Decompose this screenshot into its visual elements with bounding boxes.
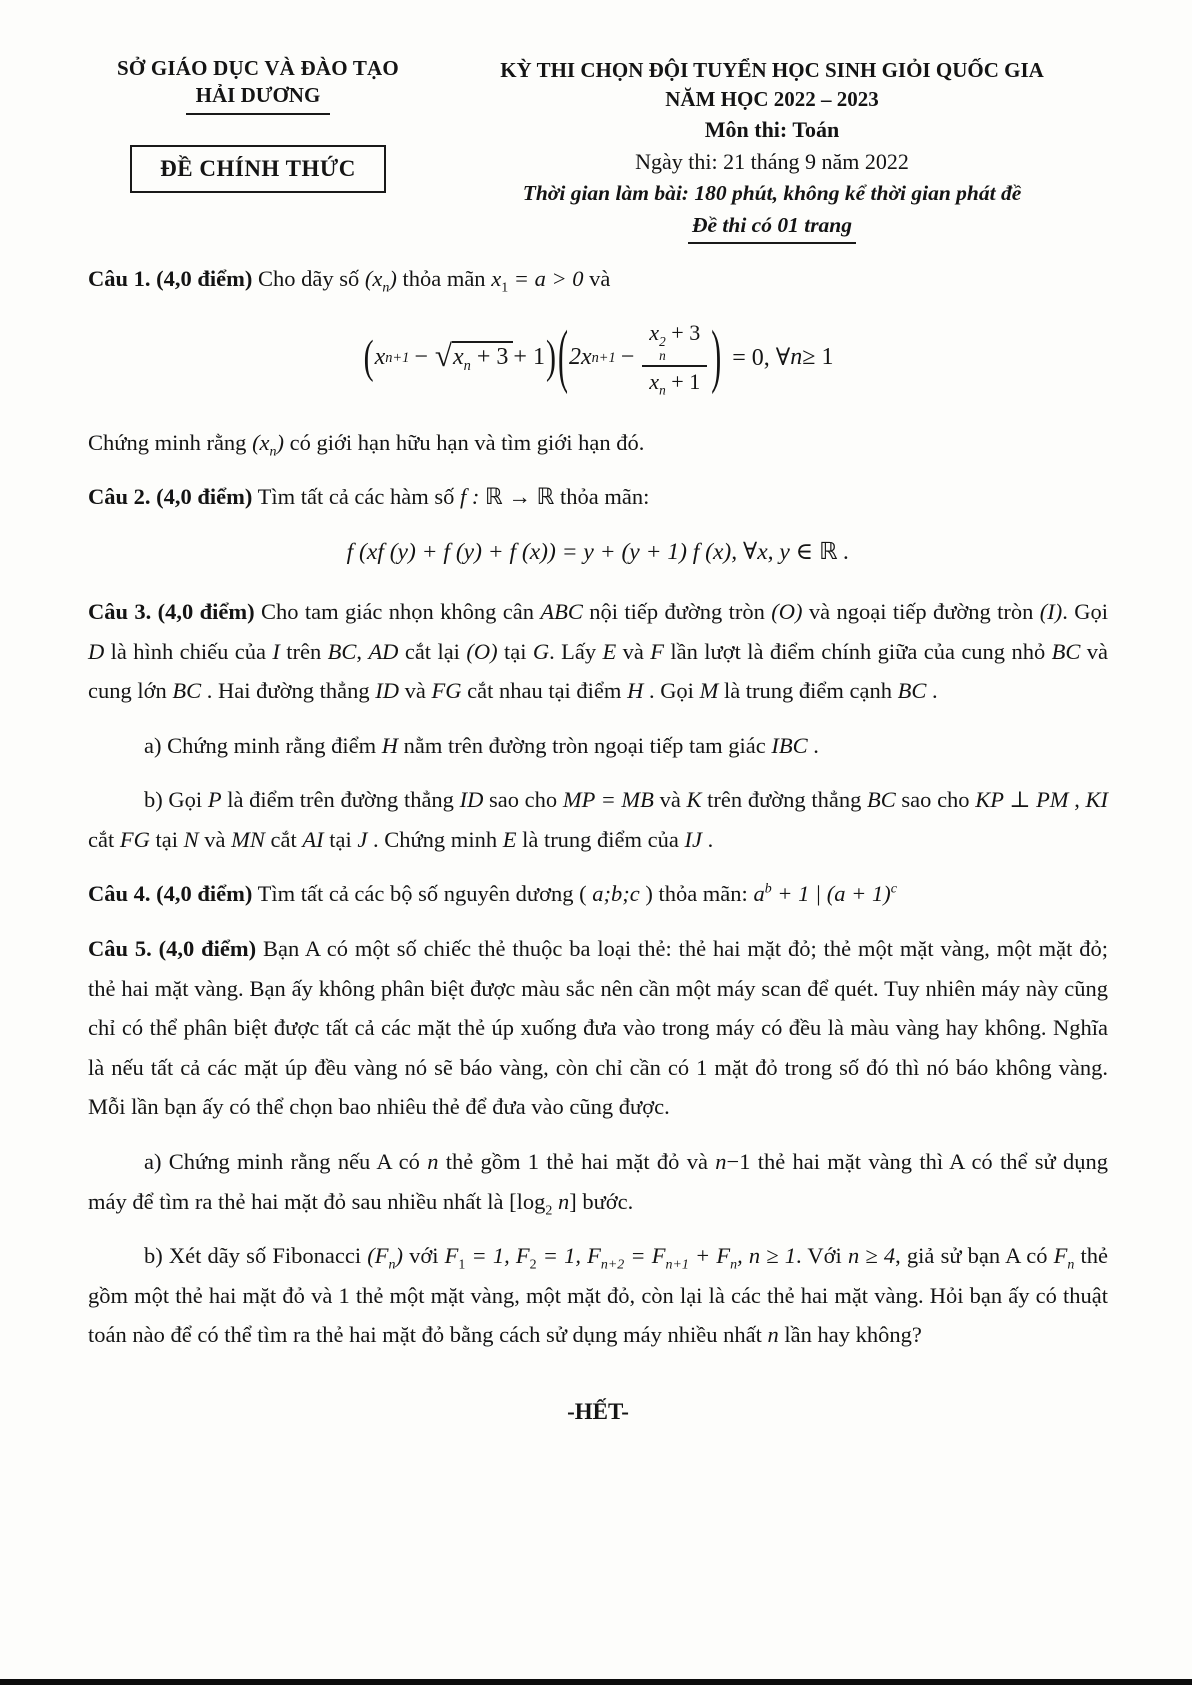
- text-run: b: [764, 881, 772, 897]
- text-run: và: [653, 787, 687, 813]
- issuer-province-wrap: [88, 83, 428, 115]
- text-run: Chứng minh rằng: [88, 429, 253, 455]
- text-run: n: [715, 1149, 727, 1175]
- math-token: + 1: [513, 344, 545, 371]
- question-2-formula: [88, 537, 1108, 566]
- text-run: là điểm trên đường thẳng: [221, 787, 460, 813]
- text-run: FG: [119, 826, 150, 852]
- text-run: c: [890, 881, 897, 897]
- question-5: [88, 929, 1108, 1127]
- text-run: n+1: [665, 1257, 689, 1273]
- text-run: P: [207, 787, 222, 813]
- text-run: Tìm tất cả các bộ số nguyên dương (: [252, 881, 593, 907]
- text-run: có giới hạn hữu hạn và tìm giới hạn đó.: [284, 429, 645, 455]
- math-subscript: n: [659, 382, 666, 398]
- exam-subject: Môn thi: Toán: [704, 117, 840, 143]
- text-run: . Với: [796, 1243, 848, 1269]
- text-run: n: [1067, 1257, 1075, 1273]
- text-run: thỏa mãn:: [554, 484, 650, 510]
- text-run: n: [730, 1257, 738, 1273]
- text-run: .: [702, 826, 714, 852]
- question-1-conclusion: [88, 423, 1108, 463]
- text-run: = F: [624, 1243, 666, 1269]
- text-run: a: [753, 881, 765, 907]
- text-run: BC: [172, 678, 202, 704]
- text-run: Tìm tất cả các hàm số: [252, 484, 461, 510]
- question-4: [88, 874, 1108, 914]
- text-run: thẻ gồm một thẻ hai mặt đỏ và 1 thẻ một mặt vàng, một mặt đỏ, còn lại là các thẻ hai mặt vàng. Hỏi bạn ấy có thuật toán nào để có thể tìm ra thẻ hai mặt đỏ bằng cách sử dụng máy nhiều nhất: [88, 1243, 1109, 1348]
- text-run: , giả sử bạn A có: [895, 1243, 1054, 1269]
- text-run: và: [616, 638, 651, 664]
- text-run: 1: [501, 280, 509, 296]
- math-token: = 0, ∀: [732, 345, 791, 372]
- text-run: Câu 1. (4,0 điểm): [88, 266, 253, 292]
- text-run: .: [807, 732, 819, 758]
- math-token: n: [790, 344, 803, 371]
- text-run: MP = MB: [562, 787, 654, 813]
- text-run: n: [552, 1188, 570, 1214]
- text-run: K: [686, 787, 702, 813]
- question-3-part-b: [88, 780, 1108, 859]
- text-run: −1 thẻ hai mặt vàng thì A có thể sử dụng máy để tìm ra thẻ hai mặt đỏ sau nhiều nhất là [log: [88, 1149, 1108, 1214]
- text-run: trên đường thẳng: [701, 787, 867, 813]
- text-run: KI: [1085, 787, 1109, 813]
- text-run: là hình chiếu của: [104, 638, 273, 664]
- text-run: D: [88, 638, 105, 664]
- text-run: ] bước.: [569, 1188, 634, 1214]
- text-run: 2: [529, 1257, 537, 1273]
- text-run: (x: [364, 266, 383, 292]
- text-run: F: [1053, 1243, 1068, 1269]
- fraction-numerator: [642, 319, 707, 367]
- text-run: (I): [1039, 598, 1063, 624]
- math-subscript: n: [463, 358, 471, 375]
- text-run: Câu 5. (4,0 điểm): [88, 936, 257, 962]
- text-run: Câu 4. (4,0 điểm): [88, 881, 253, 907]
- exam-info-block: [428, 56, 1108, 244]
- text-run: 1: [458, 1257, 466, 1273]
- text-run: ABC: [540, 598, 583, 624]
- math-token: + 3: [665, 319, 701, 345]
- text-run: + 1 | (a + 1): [771, 881, 891, 907]
- text-run: 2: [545, 1203, 553, 1219]
- text-run: ): [389, 266, 397, 292]
- text-run: AD: [368, 638, 399, 664]
- text-run: cắt: [88, 826, 120, 852]
- text-run: và: [583, 266, 611, 292]
- text-run: lần lượt là điểm chính giữa của cung nhỏ: [664, 638, 1052, 664]
- text-run: = 1, F: [536, 1243, 601, 1269]
- text-run: . Hai đường thẳng: [201, 678, 376, 704]
- text-run: BC: [327, 638, 357, 664]
- text-run: MN: [231, 826, 265, 852]
- exam-duration: Thời gian làm bài: 180 phút, không kể thời gian phát đề: [522, 180, 1022, 205]
- text-run: với: [402, 1243, 445, 1269]
- text-run: nằm trên đường tròn ngoại tiếp tam giác: [398, 732, 772, 758]
- text-run: = 1, F: [465, 1243, 530, 1269]
- fraction: [642, 319, 707, 397]
- question-5-part-b: [88, 1236, 1108, 1355]
- question-1-intro: [88, 259, 1108, 299]
- exam-body: [88, 259, 1108, 1425]
- text-run: FG: [431, 678, 462, 704]
- text-run: IJ: [684, 826, 703, 852]
- text-run: + F: [688, 1243, 731, 1269]
- text-run: ,: [356, 638, 369, 664]
- text-run: ): [276, 429, 285, 455]
- text-run: ID: [375, 678, 399, 704]
- text-run: và ngoại tiếp đường tròn: [802, 598, 1040, 624]
- text-run: tại: [497, 638, 533, 664]
- text-run: cắt nhau tại điểm: [461, 678, 628, 704]
- text-run: b) Gọi: [144, 787, 208, 813]
- text-run: Câu 3. (4,0 điểm): [88, 598, 255, 624]
- text-run: .: [926, 678, 938, 704]
- question-5-part-a: [88, 1142, 1108, 1221]
- text-run: Bạn A có một số chiếc thẻ thuộc ba loại thẻ: thẻ hai mặt đỏ; thẻ một mặt vàng, một mặt đỏ; thẻ hai mặt vàng. Bạn ấy không phân biệt được màu sắc nên cần một máy scan để quét. Tuy nhiên máy này cũng chỉ có thể phân biệt được tất cả các mặt thẻ úp xuống đưa vào trong máy có đều là màu vàng hay không. Nghĩa là nếu tất cả các mặt úp đều vàng nó sẽ báo vàng, còn chỉ cần có 1 mặt đỏ trong số đó thì nó báo không vàng. Mỗi lần bạn ấy có thể chọn bao nhiêu thẻ để đưa vào cũng được.: [88, 936, 1108, 1120]
- minus-operator: −: [414, 344, 428, 371]
- text-run: ID: [459, 787, 484, 813]
- text-run: sao cho: [895, 787, 976, 813]
- text-run: . Gọi: [1062, 598, 1108, 624]
- text-run: n: [388, 1257, 396, 1273]
- text-run: n: [427, 1149, 439, 1175]
- radicand: [452, 341, 513, 374]
- text-run: là trung điểm của: [516, 826, 685, 852]
- text-run: , n ≥ 1: [737, 1243, 797, 1269]
- text-run: (O): [466, 638, 498, 664]
- end-marker: -HẾT-: [567, 1399, 629, 1425]
- radical-sign: √: [434, 338, 452, 374]
- question-3-part-a: [88, 726, 1108, 766]
- text-run: là trung điểm cạnh: [718, 678, 898, 704]
- question-2: [88, 477, 1108, 517]
- text-run: J: [357, 826, 368, 852]
- text-run: ): [395, 1243, 403, 1269]
- functional-equation: f (xf (y) + f (y) + f (x)) = y + (y + 1) f (x), ∀x, y ∈ ℝ .: [346, 538, 850, 565]
- text-run: KP ⊥ PM: [975, 787, 1069, 813]
- text-run: b) Xét dãy số Fibonacci: [144, 1243, 368, 1269]
- text-run: BC: [866, 787, 896, 813]
- text-run: n: [382, 280, 390, 296]
- text-run: BC: [897, 678, 927, 704]
- text-run: = a > 0: [508, 266, 584, 292]
- text-run: F: [650, 638, 664, 664]
- official-exam-box-wrap: [88, 145, 428, 193]
- text-run: và: [398, 678, 432, 704]
- text-run: . Gọi: [643, 678, 700, 704]
- square-root: [434, 338, 514, 375]
- math-token: + 1: [665, 369, 701, 395]
- text-run: f : ℝ → ℝ: [460, 484, 555, 510]
- text-run: tại: [323, 826, 358, 852]
- text-run: n ≥ 4: [847, 1243, 896, 1269]
- text-run: H: [627, 678, 644, 704]
- text-run: lần hay không?: [778, 1322, 922, 1348]
- text-run: ,: [1068, 787, 1086, 813]
- sup-sub-stack: [659, 335, 666, 364]
- text-run: N: [183, 826, 199, 852]
- text-run: IBC: [771, 732, 808, 758]
- text-run: (F: [367, 1243, 389, 1269]
- text-run: a) Chứng minh rằng nếu A có: [144, 1149, 428, 1175]
- issuer-block: [88, 56, 428, 193]
- text-run: Cho dãy số: [252, 266, 365, 292]
- text-run: (x: [252, 429, 270, 455]
- exam-date: Ngày thi: 21 tháng 9 năm 2022: [635, 149, 909, 174]
- text-run: cắt: [264, 826, 303, 852]
- question-1-formula: ( x n+1 − √ $x_n + 3$ + 1 ) ( 2x n+1 − x 2 n + 3 $x_n + 1$ ) = 0, ∀ n ≥ 1: [363, 317, 834, 398]
- text-run: H: [381, 732, 399, 758]
- issuer-province: HẢI DƯƠNG: [186, 83, 331, 115]
- text-run: G: [532, 638, 550, 664]
- text-run: tại: [149, 826, 184, 852]
- text-run: n: [269, 444, 277, 460]
- question-3: [88, 592, 1108, 711]
- text-run: F: [444, 1243, 459, 1269]
- math-token: + 3: [470, 344, 509, 371]
- math-token: ≥ 1: [802, 344, 834, 371]
- exam-pages: Đề thi có 01 trang: [688, 211, 856, 244]
- text-run: M: [699, 678, 719, 704]
- text-run: . Lấy: [549, 638, 603, 664]
- exam-pages-wrap: [436, 211, 1108, 244]
- text-run: trên: [279, 638, 328, 664]
- fraction-denominator: [642, 367, 707, 397]
- text-run: a) Chứng minh rằng điểm: [144, 732, 382, 758]
- text-run: cắt lại: [398, 638, 467, 664]
- math-token: x: [453, 344, 464, 371]
- text-run: Câu 2. (4,0 điểm): [88, 484, 253, 510]
- text-run: sao cho: [483, 787, 563, 813]
- math-superscript: 2: [659, 333, 666, 349]
- text-run: E: [502, 826, 517, 852]
- exam-year: NĂM HỌC 2022 – 2023: [665, 86, 879, 111]
- text-run: AI: [302, 826, 324, 852]
- text-run: (O): [771, 598, 803, 624]
- text-run: a;b;c: [592, 881, 640, 907]
- math-token: x: [374, 344, 386, 371]
- text-run: nội tiếp đường tròn: [582, 598, 772, 624]
- text-run: n+2: [600, 1257, 625, 1273]
- text-run: và cung lớn: [88, 638, 1108, 704]
- text-run: . Chứng minh: [367, 826, 503, 852]
- text-run: n: [767, 1322, 779, 1348]
- text-run: và: [198, 826, 232, 852]
- header: [88, 56, 1108, 244]
- issuer-name: SỞ GIÁO DỤC VÀ ĐÀO TẠO: [117, 56, 399, 80]
- exam-title: KỲ THI CHỌN ĐỘI TUYỂN HỌC SINH GIỎI QUỐC GIA: [500, 58, 1044, 82]
- math-subscript: n: [659, 348, 666, 364]
- math-token: x: [649, 369, 660, 395]
- text-run: thỏa mãn: [396, 266, 492, 292]
- minus-operator: −: [620, 344, 635, 371]
- text-run: thẻ gồm 1 thẻ hai mặt đỏ và: [438, 1149, 716, 1175]
- math-token: 2x: [568, 344, 592, 371]
- official-exam-box: ĐỀ CHÍNH THỨC: [130, 145, 386, 193]
- text-run: E: [602, 638, 617, 664]
- text-run: Cho tam giác nhọn không cân: [254, 598, 541, 624]
- text-run: I: [272, 638, 280, 664]
- text-run: BC: [1051, 638, 1081, 664]
- text-run: ) thỏa mãn:: [639, 881, 754, 907]
- math-token: x: [649, 319, 660, 345]
- scan-edge-bar: [0, 1679, 1192, 1685]
- text-run: x: [491, 266, 502, 292]
